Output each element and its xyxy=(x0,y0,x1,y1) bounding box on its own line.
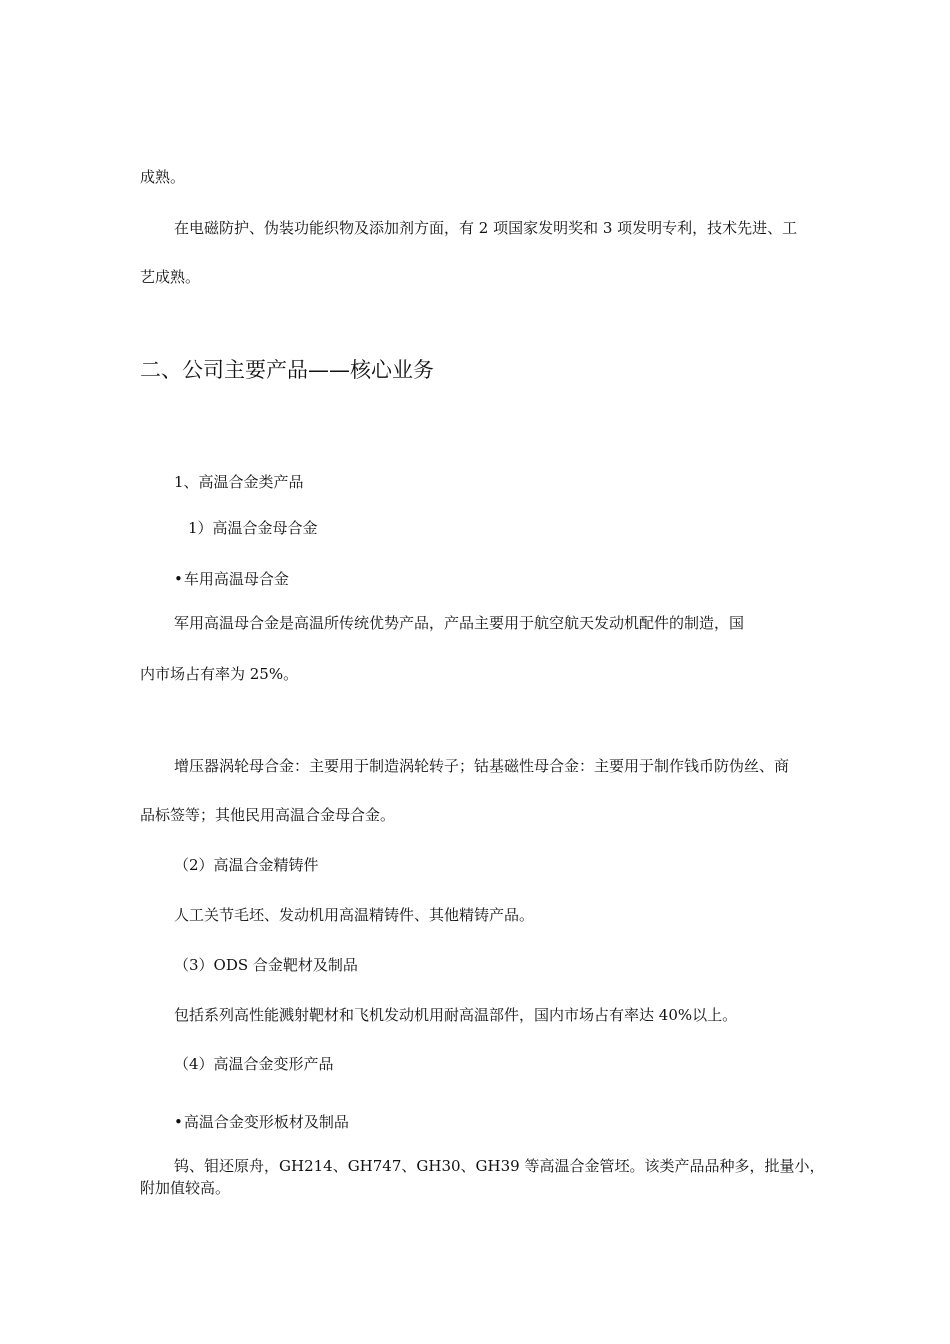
subsection-title: 1、高温合金类产品 xyxy=(174,473,304,491)
paragraph-line: 艺成熟。 xyxy=(140,268,201,286)
subsection-title: （2）高温合金精铸件 xyxy=(174,856,319,874)
paragraph-line: 人工关节毛坯、发动机用高温精铸件、其他精铸产品。 xyxy=(174,906,535,924)
bullet-label: 车用高温母合金 xyxy=(183,570,289,588)
paragraph-line: 品标签等；其他民用高温合金母合金。 xyxy=(140,806,396,824)
subsection-title: （4）高温合金变形产品 xyxy=(174,1055,334,1073)
bullet-item xyxy=(174,1112,349,1132)
paragraph-line: 成熟。 xyxy=(140,168,186,186)
bullet-icon: • xyxy=(174,570,183,588)
bullet-item xyxy=(174,569,289,589)
paragraph-line: 增压器涡轮母合金：主要用于制造涡轮转子；钴基磁性母合金：主要用于制作钱币防伪丝、商 xyxy=(174,757,790,775)
paragraph-line: 军用高温母合金是高温所传统优势产品，产品主要用于航空航天发动机配件的制造，国 xyxy=(174,614,745,632)
paragraph-line: 附加值较高。 xyxy=(140,1179,231,1197)
section-heading: 二、公司主要产品——核心业务 xyxy=(140,358,434,382)
bullet-icon: • xyxy=(174,1113,183,1131)
subsection-title: （3）ODS 合金靶材及制品 xyxy=(174,956,358,974)
subsection-title: 1）高温合金母合金 xyxy=(188,519,318,537)
paragraph-line: 在电磁防护、伪装功能织物及添加剂方面，有 2 项国家发明奖和 3 项发明专利，技术先进、工 xyxy=(174,219,798,237)
paragraph-line: 包括系列高性能溅射靶材和飞机发动机用耐高温部件，国内市场占有率达 40%以上。 xyxy=(174,1006,738,1024)
paragraph-line: 内市场占有率为 25%。 xyxy=(140,665,299,683)
paragraph-line: 钨、钼还原舟，GH214、GH747、GH30、GH39 等高温合金管坯。该类产品品种多，批量小， xyxy=(174,1157,825,1175)
bullet-label: 高温合金变形板材及制品 xyxy=(183,1113,349,1131)
